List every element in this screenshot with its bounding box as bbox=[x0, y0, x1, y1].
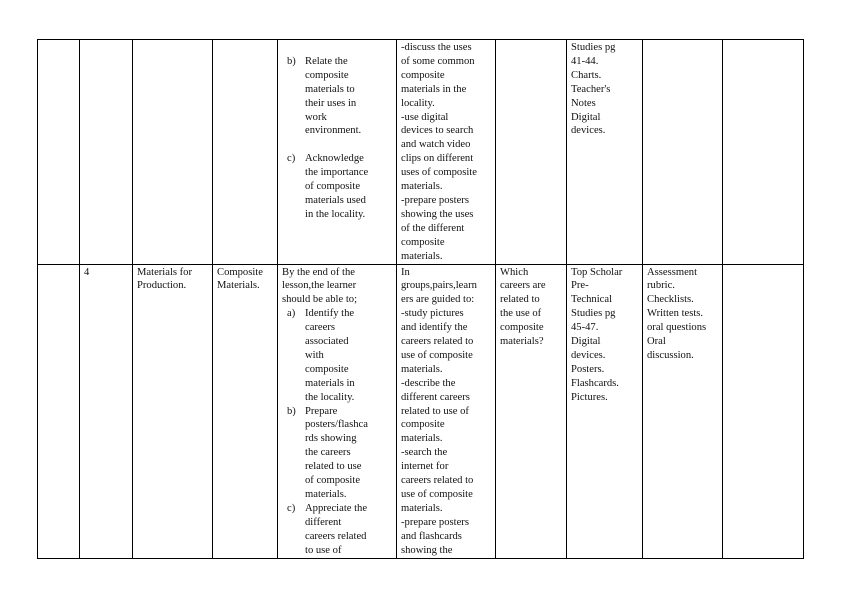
objective-item bbox=[282, 152, 393, 222]
objective-text: Relate the composite materials to their uses in work environment. bbox=[305, 55, 362, 137]
objective-text: Prepare posters/flashca rds showing the careers related to use of composite materials. bbox=[305, 405, 368, 500]
cell-resources: Top Scholar Pre- Technical Studies pg 45-47. Digital devices. Posters. Flashcards. Pictures. bbox=[567, 264, 643, 558]
cell-sub-strand bbox=[213, 40, 278, 265]
cell-objectives bbox=[278, 264, 397, 558]
cell-resources: Studies pg 41-44. Charts. Teacher's Notes Digital devices. bbox=[567, 40, 643, 265]
cell-objectives bbox=[278, 40, 397, 265]
cell-inquiry-question bbox=[496, 40, 567, 265]
list-marker: c) bbox=[287, 502, 296, 514]
cell-week bbox=[80, 40, 133, 265]
cell-experiences: In groups,pairs,learn ers are guided to: -study pictures and identify the careers related to use of composite materials. -describe the different careers related to use of composite materials. -search the internet for careers related to use of composite materials. -prepare posters and flashcards showing the bbox=[397, 264, 496, 558]
objectives-intro: By the end of the lesson,the learner should be able to; bbox=[282, 266, 358, 306]
cell-assessment: Assessment rubric. Checklists. Written tests. oral questions Oral discussion. bbox=[643, 264, 723, 558]
cell-week: 4 bbox=[80, 264, 133, 558]
objective-text: Identify the careers associated with composite materials in the locality. bbox=[305, 308, 355, 403]
cell-remarks bbox=[723, 264, 804, 558]
scheme-of-work-table bbox=[37, 39, 804, 559]
objective-item bbox=[282, 55, 393, 138]
objective-text: Appreciate the different careers related to use of bbox=[305, 502, 368, 556]
objective-item bbox=[282, 307, 393, 404]
cell-strand: Materials for Production. bbox=[133, 264, 213, 558]
objective-item bbox=[282, 405, 393, 502]
list-marker: a) bbox=[287, 308, 296, 320]
cell-inquiry-question: Which careers are related to the use of composite materials? bbox=[496, 264, 567, 558]
list-marker: b) bbox=[287, 55, 296, 67]
cell-blank bbox=[38, 40, 80, 265]
list-marker: b) bbox=[287, 405, 296, 417]
table-row bbox=[38, 40, 804, 265]
objective-item bbox=[282, 502, 393, 558]
table-row bbox=[38, 264, 804, 558]
cell-assessment bbox=[643, 40, 723, 265]
objective-text: Acknowledge the importance of composite materials used in the locality. bbox=[305, 153, 369, 220]
cell-remarks bbox=[723, 40, 804, 265]
cell-experiences: -discuss the uses of some common composite materials in the locality. -use digital devices to search and watch video clips on different uses of composite materials. -prepare posters showing the uses of the different composite materials. bbox=[397, 40, 496, 265]
cell-blank bbox=[38, 264, 80, 558]
cell-sub-strand: Composite Materials. bbox=[213, 264, 278, 558]
list-marker: c) bbox=[287, 153, 296, 165]
cell-strand bbox=[133, 40, 213, 265]
